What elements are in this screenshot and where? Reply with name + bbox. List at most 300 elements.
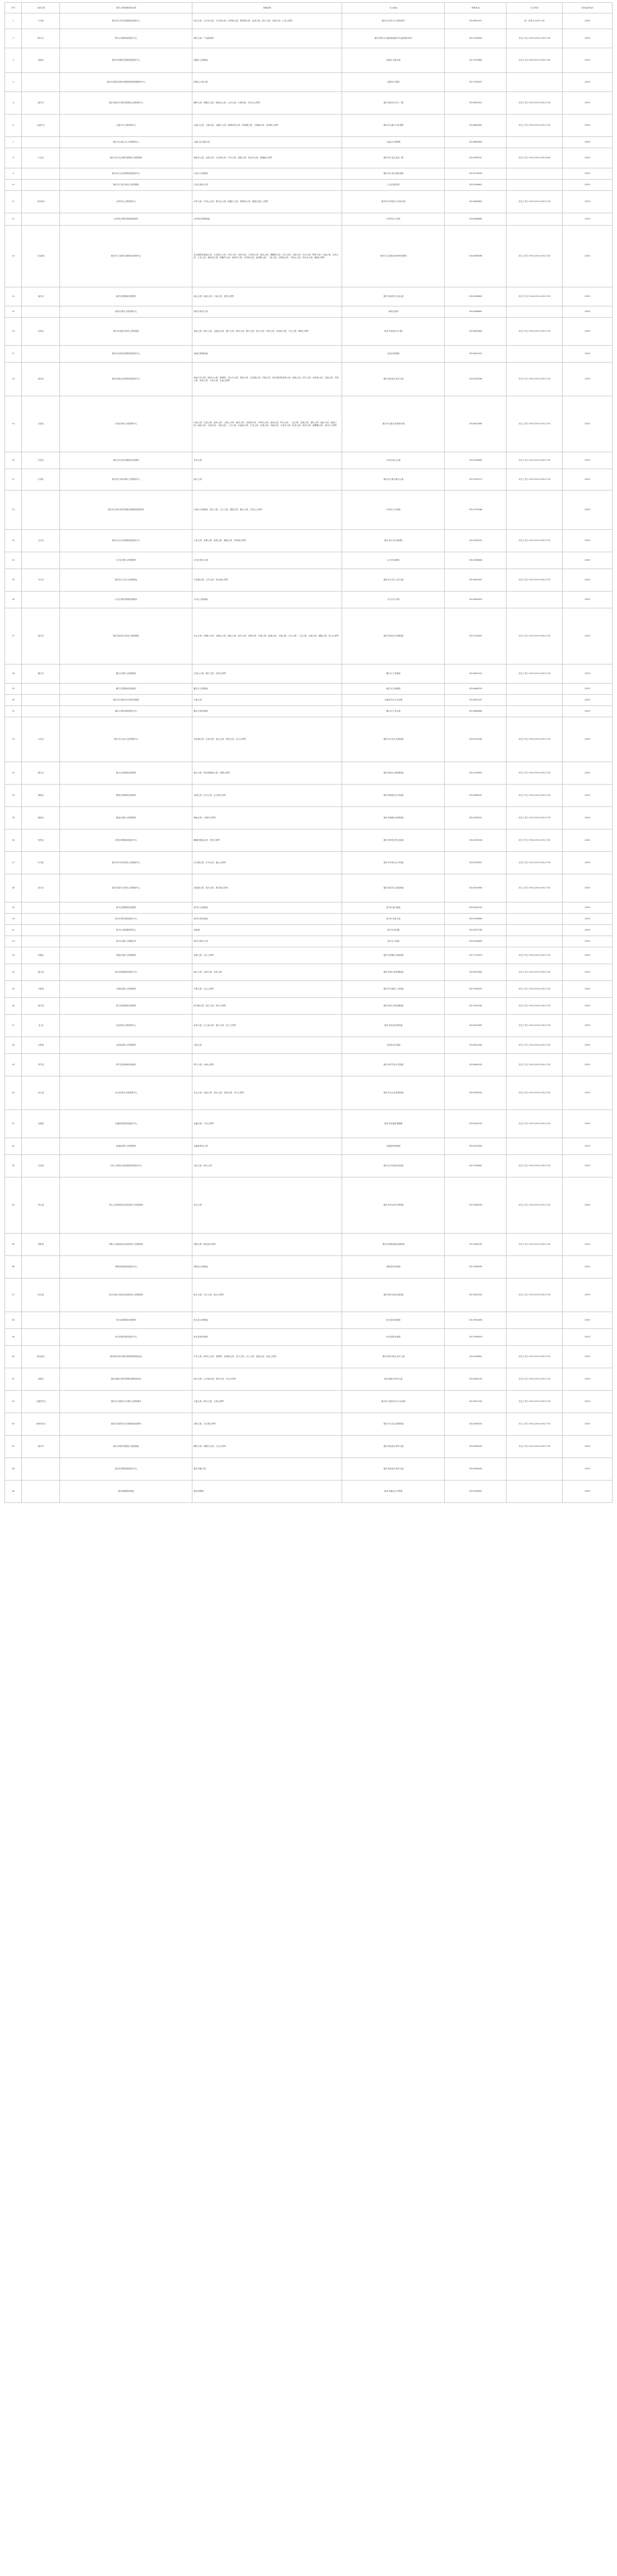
cell-address: 重庆市秀山县中和街道: [342, 1177, 445, 1234]
cell-address: 梁平区双桂湖: [342, 925, 445, 936]
cell-address: 重庆市大渡口区松青路: [342, 114, 445, 137]
table-row: [5, 1076, 613, 1110]
cell-hotline: 12319: [562, 552, 612, 569]
table-header-row: [5, 3, 613, 13]
cell-address: 重庆市江北区建新北路: [342, 168, 445, 180]
cell-org: 丰都县城市公园管理所: [60, 981, 192, 998]
cell-phone: 023-53231245: [445, 902, 507, 914]
cell-hours: [507, 936, 563, 947]
cell-phone: 023-49813421: [445, 569, 507, 592]
table-row: [5, 1110, 613, 1138]
cell-address: 重庆市两江新区金开大道: [342, 1346, 445, 1368]
cell-hours: [507, 925, 563, 936]
cell-district: 江北区: [22, 148, 60, 168]
cell-phone: 023-62988832: [445, 287, 507, 306]
table-row: [5, 148, 613, 168]
cell-phone: 023-59223456: [445, 964, 507, 981]
cell-scope: 龙城公园、巴川公园、玄天湖公园等: [192, 785, 342, 807]
cell-hours: 法定工作日 9:00-12:00 14:00-17:30: [507, 1346, 563, 1368]
cell-address: 重庆市开州区汉丰街道: [342, 852, 445, 874]
cell-district: [22, 684, 60, 695]
table-row: [5, 29, 613, 48]
cell-hotline: 12319: [562, 491, 612, 530]
cell-address: 重庆市江津区鼎山大道: [342, 469, 445, 491]
cell-hours: [507, 695, 563, 706]
cell-hours: [507, 491, 563, 530]
table-row: [5, 925, 613, 936]
cell-phone: 023-66222960: [445, 396, 507, 452]
cell-address: 重庆市合川区南津街: [342, 530, 445, 552]
cell-hotline: 12319: [562, 530, 612, 552]
cell-district: [22, 1256, 60, 1278]
cell-phone: 023-67867321: [445, 148, 507, 168]
cell-no: 11: [5, 191, 22, 213]
cell-district: 南岸区: [22, 287, 60, 306]
cell-org: 重庆市北碚区城市公园管理处: [60, 318, 192, 346]
cell-district: 高新区: [22, 1368, 60, 1391]
cell-hotline: 12319: [562, 1436, 612, 1458]
cell-hours: 法定工作日 9:00-12:00 14:00-17:30: [507, 396, 563, 452]
table-row: [5, 1278, 613, 1312]
cell-scope: 长寿公园: [192, 452, 342, 469]
cell-hotline: 12319: [562, 706, 612, 717]
cell-no: 30: [5, 695, 22, 706]
cell-address: 重庆市璧山区璧城街道: [342, 762, 445, 785]
cell-address: 重庆市北碚区中山路: [342, 318, 445, 346]
table-row: [5, 936, 613, 947]
cell-hotline: 12319: [562, 396, 612, 452]
table-row: [5, 469, 613, 491]
cell-hours: 法定工作日 9:00-12:00 14:00-17:30: [507, 569, 563, 592]
cell-scope: 古剑山公园、綦江公园、沱湾公园等: [192, 664, 342, 684]
cell-address: 万盛经开区万东北路: [342, 695, 445, 706]
cell-district: [22, 914, 60, 925]
cell-org: 重庆市万盛经开区城市公园管理所: [60, 1391, 192, 1413]
cell-org: 彭水县园林绿化管理所: [60, 1312, 192, 1329]
cell-org: 沙坪坝区公园管理中心: [60, 191, 192, 213]
table-row: [5, 1177, 613, 1234]
cell-scope: 忠州公园、白公祠公园、滨江公园、巴王公园等: [192, 1015, 342, 1037]
cell-hotline: 12319: [562, 592, 612, 608]
cell-address: 重庆市渝北区龙景路: [342, 1480, 445, 1503]
table-row: [5, 1480, 613, 1503]
cell-org: 重庆市涪陵区园林绿化服务中心: [60, 48, 192, 73]
cell-no: 49: [5, 1054, 22, 1076]
cell-district: 沙坪坝区: [22, 191, 60, 213]
cell-district: 渝中区: [22, 92, 60, 114]
cell-scope: 彭水县城市绿地: [192, 1329, 342, 1346]
table-row: [5, 191, 613, 213]
table-row: [5, 852, 613, 874]
cell-org: 重庆市渝北区园林绿化服务中心: [60, 363, 192, 396]
cell-address: 重庆市渝中区长江一路: [342, 92, 445, 114]
cell-scope: 沙坪坝区园林绿地: [192, 213, 342, 226]
cell-hours: 法定工作日 9:00-12:00 14:00-17:30: [507, 664, 563, 684]
cell-scope: 汉丰湖公园、开州公园、盛山公园等: [192, 852, 342, 874]
table-row: [5, 1015, 613, 1037]
cell-no: 54: [5, 1177, 22, 1234]
cell-org: 大渡口区公园管理中心: [60, 114, 192, 137]
cell-hotline: 12319: [562, 925, 612, 936]
cell-district: 重庆市: [22, 1436, 60, 1458]
cell-hotline: 12319: [562, 1312, 612, 1329]
cell-no: 13: [5, 226, 22, 287]
table-row: [5, 807, 613, 829]
cell-hotline: 12319: [562, 964, 612, 981]
cell-scope: 南山公园、南滨公园、江南公园、茶园公园等: [192, 287, 342, 306]
cell-no: 57: [5, 1278, 22, 1312]
cell-address: 重庆市城口县葛城街道: [342, 964, 445, 981]
cell-phone: 023-43381234: [445, 1413, 507, 1436]
cell-hotline: 12319: [562, 29, 612, 48]
cell-address: 重庆市万盛经开区万东北路: [342, 1391, 445, 1413]
cell-hours: [507, 1329, 563, 1346]
cell-phone: 023-48662233: [445, 684, 507, 695]
cell-address: 永川区中山路: [342, 592, 445, 608]
cell-org: 重庆两江新区城市管理局园林绿化处: [60, 1346, 192, 1368]
cell-hotline: 12319: [562, 1155, 612, 1177]
cell-address: 重庆市梁平区双桂街道: [342, 874, 445, 902]
cell-hours: [507, 168, 563, 180]
cell-scope: 秀山公园: [192, 1177, 342, 1234]
table-row: [5, 1436, 613, 1458]
cell-hours: 法定工作日 9:00-12:00 14:30-17:30: [507, 1110, 563, 1138]
cell-hotline: 12319: [562, 569, 612, 592]
cell-phone: 023-71424591: [445, 608, 507, 664]
cell-org: 南岸区城市公园管理中心: [60, 306, 192, 318]
cell-org: 铜梁区园林绿化管理所: [60, 785, 192, 807]
cell-hotline: 12319: [562, 180, 612, 191]
table-row: [5, 168, 613, 180]
cell-hotline: 12319: [562, 1054, 612, 1076]
cell-phone: 023-53237788: [445, 925, 507, 936]
table-row: [5, 306, 613, 318]
cell-district: 丰都县: [22, 981, 60, 998]
cell-no: 28: [5, 664, 22, 684]
cell-hours: 法定工作日 9:00-12:00 14:30-17:30: [507, 1234, 563, 1256]
cell-hours: [507, 914, 563, 925]
table-row: [5, 664, 613, 684]
cell-scope: 巫溪县城市公园: [192, 1138, 342, 1155]
cell-hotline: 12319: [562, 1256, 612, 1278]
cell-phone: 023-79234836: [445, 29, 507, 48]
cell-address: 重庆市丰都县三合街道: [342, 981, 445, 998]
cell-address: 綦江区古南街道: [342, 684, 445, 695]
cell-scope: 双桥公园、龙水湖公园等: [192, 1413, 342, 1436]
cell-hours: [507, 306, 563, 318]
cell-district: [22, 695, 60, 706]
cell-hotline: 12319: [562, 92, 612, 114]
cell-hotline: 12319: [562, 1458, 612, 1480]
cell-no: 53: [5, 1155, 22, 1177]
cell-scope: 彭水县公园绿地: [192, 1312, 342, 1329]
cell-no: 23: [5, 530, 22, 552]
cell-no: 24: [5, 552, 22, 569]
cell-org: 重庆市梁平区城市公园管理中心: [60, 874, 192, 902]
cell-no: 45: [5, 981, 22, 998]
cell-scope: 丰都公园、名山公园等: [192, 981, 342, 998]
cell-org: 巫溪县园林绿化服务中心: [60, 1110, 192, 1138]
cell-no: 50: [5, 1076, 22, 1110]
cell-phone: 023-62988831: [445, 306, 507, 318]
cell-no: 31: [5, 706, 22, 717]
cell-hours: 法定工作日 9:00-12:00 14:30-17:30: [507, 964, 563, 981]
header-no: 序号: [5, 3, 22, 13]
cell-phone: 023-52226811: [445, 852, 507, 874]
cell-scope: 人民公园、花滩公园、南屏公园、嘉陵公园、钓鱼城公园等: [192, 530, 342, 552]
cell-hours: 法定工作日 9:00-12:00 14:30-17:30: [507, 1278, 563, 1312]
cell-hours: 法定工作日 9:00-12:00 14:30-17:30: [507, 1015, 563, 1037]
cell-hotline: 12319: [562, 1037, 612, 1054]
cell-district: 巴南区: [22, 396, 60, 452]
cell-phone: 023-51523456: [445, 1138, 507, 1155]
cell-hotline: 12319: [562, 1346, 612, 1368]
cell-address: 彭水县绍庆街道: [342, 1312, 445, 1329]
table-row: [5, 1391, 613, 1413]
table-row: [5, 114, 613, 137]
cell-hours: [507, 137, 563, 148]
cell-phone: 023-48665566: [445, 706, 507, 717]
header-hours: 办公时间: [507, 3, 563, 13]
cell-phone: 023-72276866: [445, 48, 507, 73]
cell-hotline: 12319: [562, 1391, 612, 1413]
cell-scope: 奉节公园、诗城公园等: [192, 1054, 342, 1076]
table-row: [5, 1155, 613, 1177]
cell-no: 41: [5, 925, 22, 936]
cell-hotline: 12319: [562, 48, 612, 73]
cell-org: 酉阳县园林绿化服务中心: [60, 1256, 192, 1278]
cell-org: 梁平区园林绿化管理所: [60, 902, 192, 914]
cell-org: 垫江县园林绿化管理所: [60, 998, 192, 1015]
cell-no: 35: [5, 807, 22, 829]
cell-phone: 023-47522174: [445, 469, 507, 491]
cell-org: 奉节县园林绿化管理所: [60, 1054, 192, 1076]
cell-address: 重庆市大足区双桥街道: [342, 1413, 445, 1436]
cell-scope: 重庆园博园: [192, 1480, 342, 1503]
table-row: [5, 287, 613, 306]
cell-scope: 梁平区公园绿地: [192, 902, 342, 914]
cell-address: 重庆市万州区太白路180号: [342, 13, 445, 29]
cell-org: 重庆市双桥经开区园林绿化管理所: [60, 1413, 192, 1436]
cell-phone: 023-40246826: [445, 452, 507, 469]
cell-hours: 法定工作日 9:00-12:00 14:00-17:30: [507, 829, 563, 852]
cell-address: 北碚区碚峡路: [342, 346, 445, 363]
cell-address: 涪陵区江滨路: [342, 73, 445, 92]
cell-district: [22, 552, 60, 569]
cell-scope: 石柱公园、黄水公园: [192, 1155, 342, 1177]
cell-address: 重庆市永川区人民大道: [342, 569, 445, 592]
cell-district: 万盛经开区: [22, 1391, 60, 1413]
cell-org: 巴南区城市公园管理中心: [60, 396, 192, 452]
table-row: [5, 1054, 613, 1076]
table-row: [5, 491, 613, 530]
cell-address: 重庆市巫溪县城厢镇: [342, 1110, 445, 1138]
cell-org: 重庆园博园管理处: [60, 1480, 192, 1503]
cell-scope: 巫山公园、高唐公园、神女公园、巫峡公园、龙门公园等: [192, 1076, 342, 1110]
cell-org: 重庆市江北区园林绿化服务中心: [60, 168, 192, 180]
table-row: [5, 592, 613, 608]
cell-scope: 濑溪河湿地公园、荣昌公园等: [192, 829, 342, 852]
cell-address: 重庆市石柱县南宾街道: [342, 1155, 445, 1177]
cell-hours: 法定工作日 9:00-12:00 14:00-17:30: [507, 852, 563, 874]
cell-district: 南川区: [22, 608, 60, 664]
cell-hours: [507, 1138, 563, 1155]
cell-org: 重庆市南川区城市公园管理处: [60, 608, 192, 664]
header-phone: 联系电话: [445, 3, 507, 13]
cell-org: 重庆市开州区城市公园管理中心: [60, 852, 192, 874]
table-row: [5, 762, 613, 785]
cell-org: 綦江区城市绿化服务中心: [60, 706, 192, 717]
cell-scope: 大渡口公园、义渡公园、金鳌山公园、重钢崖线公园、钓鱼嘴公园、马桑溪公园、松青路公园等: [192, 114, 342, 137]
cell-hotline: 12319: [562, 664, 612, 684]
cell-hotline: 12319: [562, 695, 612, 706]
cell-org: 石柱土家族自治县园林绿化服务中心: [60, 1155, 192, 1177]
cell-scope: 北碚公园、缙云公园、北温泉公园、澄江公园、蔡家公园、歇马公园、复兴公园、东阳公园、龙凤桥公园、天生公园、静观公园等: [192, 318, 342, 346]
cell-address: 重庆市南岸区江南大道: [342, 287, 445, 306]
cell-scope: 重庆市属公园: [192, 1458, 342, 1480]
cell-no: 32: [5, 717, 22, 762]
header-scope: 管辖范围: [192, 3, 342, 13]
cell-address: 重庆市荣昌区昌元街道: [342, 829, 445, 852]
cell-address: 江北区观音桥: [342, 180, 445, 191]
cell-phone: 023-54234567: [445, 1015, 507, 1037]
cell-hotline: 12319: [562, 148, 612, 168]
table-row: [5, 530, 613, 552]
cell-phone: 023-67812066: [445, 363, 507, 396]
cell-scope: 西山公园、太白岩公园、天生城公园、红岭峡公园、翠屏湖公园、北滨公园、滨江公园、南滨公园、五龙公园等: [192, 13, 342, 29]
cell-org: 重庆市渝中区城市管理局公园管理中心: [60, 92, 192, 114]
cell-address: 长寿区凤山大道: [342, 452, 445, 469]
cell-address: 梁平区梁山街道: [342, 902, 445, 914]
cell-hotline: 12319: [562, 684, 612, 695]
cell-address: 重庆市铜梁区巴川街道: [342, 785, 445, 807]
cell-phone: 023-68226466: [445, 318, 507, 346]
cell-address: 重庆市奉节县永安街道: [342, 1054, 445, 1076]
cell-hotline: 12319: [562, 168, 612, 180]
table-row: [5, 1037, 613, 1054]
cell-org: 南岸区园林绿化管理所: [60, 287, 192, 306]
cell-address: 重庆市黔江区城西街道新华大道西段100号: [342, 29, 445, 48]
cell-phone: 023-67864567: [445, 1480, 507, 1503]
cell-org: 梁平区城市公园服务所: [60, 936, 192, 947]
cell-hours: 法定工作日 9:00-12:00 14:30-17:30: [507, 981, 563, 998]
cell-district: 双桥经开区: [22, 1413, 60, 1436]
table-row: [5, 452, 613, 469]
table-row: [5, 92, 613, 114]
cell-org: 彭水县城市绿化服务中心: [60, 1329, 192, 1346]
cell-no: 47: [5, 1015, 22, 1037]
cell-district: [22, 137, 60, 148]
cell-no: 15: [5, 306, 22, 318]
cell-district: 彭水县: [22, 1278, 60, 1312]
cell-scope: 东山公园、凤嘴江公园、金佛山公园、隆化公园、南平公园、西城公园、东城公园、南城公园、大观公园、水江公园、三泉公园、头渡公园、德隆公园、鸣玉公园等: [192, 608, 342, 664]
cell-org: 重庆市江津区城市公园管理中心: [60, 469, 192, 491]
cell-hotline: 12319: [562, 1177, 612, 1234]
cell-scope: 涪陵区公园绿地: [192, 48, 342, 73]
cell-no: 18: [5, 363, 22, 396]
cell-hours: [507, 213, 563, 226]
cell-hotline: 12319: [562, 1480, 612, 1503]
cell-district: [22, 1480, 60, 1503]
table-row: [5, 981, 613, 998]
cell-no: 17: [5, 346, 22, 363]
cell-phone: 023-67468811: [445, 1346, 507, 1368]
cell-phone: 023-68211223: [445, 346, 507, 363]
cell-scope: 南岸区城市公园: [192, 306, 342, 318]
cell-phone: 023-78443456: [445, 1312, 507, 1329]
cell-no: 2: [5, 29, 22, 48]
cell-phone: 023-78445678: [445, 1329, 507, 1346]
cell-scope: 万盛公园、黑山公园、石林公园等: [192, 1391, 342, 1413]
cell-no: 46: [5, 998, 22, 1015]
cell-district: 北碚区: [22, 318, 60, 346]
cell-address: 合川区南津街: [342, 552, 445, 569]
cell-address: 綦江区九龙大道: [342, 706, 445, 717]
cell-scope: 巴南公园、巴滨公园、箭河公园、云篆山公园、南泉公园、龙洲湾公园、李家沱公园、鱼洞公园、界石公园、一品公园、花溪公园、惠民公园、融汇公园、渝南公园、南彭公园、木洞公园、丰盛公园、二圣公园、东温泉公园、石龙公园、石滩公园、安澜公园、天星寺公园、接龙公园、姜家公园、麻柳嘴公园、双河口公园等: [192, 396, 342, 452]
cell-district: [22, 1458, 60, 1480]
cell-phone: 023-58221871: [445, 13, 507, 29]
table-body: [5, 13, 613, 1503]
cell-scope: 双桂湖公园、梁平公园、滑石寨公园等: [192, 874, 342, 902]
cell-no: 52: [5, 1138, 22, 1155]
cell-address: 重庆市忠县忠州街道: [342, 1015, 445, 1037]
page: [4, 2, 613, 1503]
cell-hours: [507, 73, 563, 92]
cell-address: 酉阳县钟多街道: [342, 1256, 445, 1278]
cell-scope: 江北区城市公园: [192, 180, 342, 191]
cell-no: 43: [5, 947, 22, 964]
cell-phone: 023-46732458: [445, 829, 507, 852]
cell-hours: 法定工作日 9:00-12:00 14:00-17:30: [507, 92, 563, 114]
cell-scope: 双桂湖: [192, 925, 342, 936]
cell-phone: 023-72240007: [445, 73, 507, 92]
cell-phone: 023-65368866: [445, 213, 507, 226]
cell-hotline: 12319: [562, 287, 612, 306]
header-district: 行政区划: [22, 3, 60, 13]
cell-address: 重庆市彭水县汉葭街道: [342, 1278, 445, 1312]
cell-no: 56: [5, 1256, 22, 1278]
cell-district: 涪陵区: [22, 48, 60, 73]
table-row: [5, 874, 613, 902]
cell-org: 潼南区城市公园管理处: [60, 807, 192, 829]
cell-hours: 法定工作日 9:00-12:00 14:00-17:30: [507, 1368, 563, 1391]
cell-hours: 法定工作日 9:00-12:00 14:00-18:00: [507, 148, 563, 168]
cell-hours: 法定工作日 9:00-12:00 14:00-17:30: [507, 717, 563, 762]
cell-phone: 023-67708239: [445, 168, 507, 180]
cell-phone: 023-73334567: [445, 1155, 507, 1177]
table-row: [5, 785, 613, 807]
cell-org: 重庆市北碚区园林绿化服务中心: [60, 346, 192, 363]
cell-hours: 法定工作日 9:00-12:00 14:00-17:30: [507, 114, 563, 137]
cell-scope: 梁平区城市绿地: [192, 914, 342, 925]
cell-phone: 023-49815678: [445, 592, 507, 608]
cell-hotline: 12319: [562, 73, 612, 92]
header-org: 城市公园管理机构名称: [60, 3, 192, 13]
cell-hours: [507, 902, 563, 914]
cell-scope: 酉阳公园、桃花源公园等: [192, 1234, 342, 1256]
cell-scope: 万盛公园: [192, 695, 342, 706]
cell-district: 忠 县: [22, 1015, 60, 1037]
cell-hours: 法定工作日 9:00-12:00 14:00-17:30: [507, 469, 563, 491]
cell-hours: [507, 180, 563, 191]
cell-phone: 023-53238899: [445, 936, 507, 947]
cell-org: 重庆市园林绿化服务中心: [60, 1458, 192, 1480]
cell-district: [22, 73, 60, 92]
cell-district: 合川区: [22, 530, 60, 552]
cell-no: 26: [5, 592, 22, 608]
cell-no: 14: [5, 287, 22, 306]
cell-no: 9: [5, 168, 22, 180]
